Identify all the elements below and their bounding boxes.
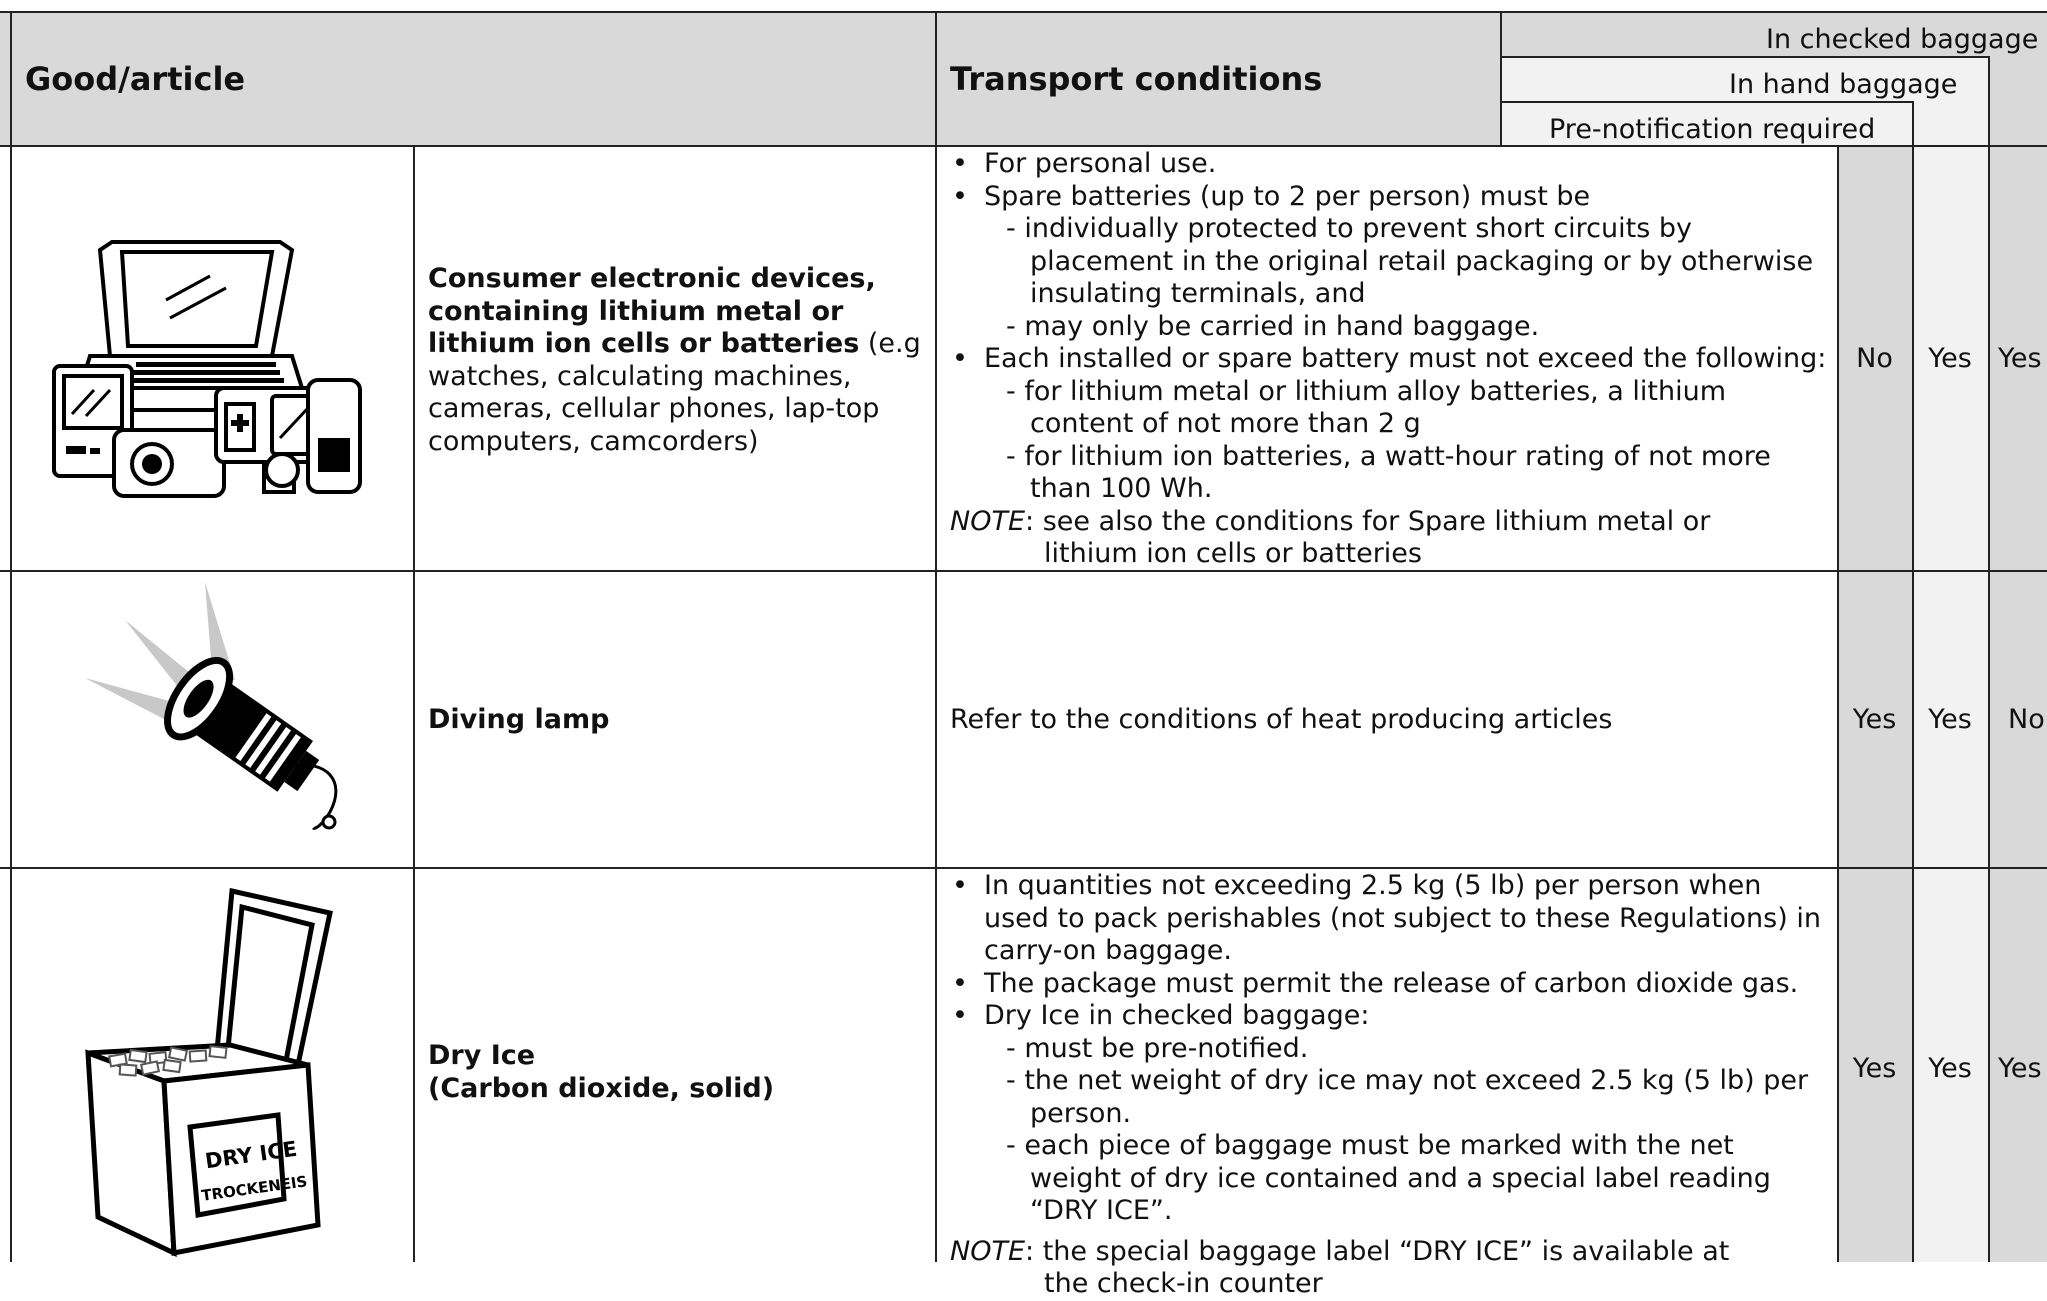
condition-bullet: • Each installed or spare battery must not exceed the following: - for lithium metal or lithium alloy batteries, a lithium content of not more than 2 g - for lithium ion batteries, a watt-hour rating of not more than 100 Wh. [950, 343, 1830, 506]
condition-bullet: • Dry Ice in checked baggage: - must be pre-notified. - the net weight of dry ice may not exceed 2.5 kg (5 lb) per person. - each piece of baggage must be marked with the net weight of dry ice contained and a special label reading “DRY ICE”. [950, 1000, 1830, 1228]
conditions-dry-ice [950, 870, 1830, 1301]
condition-sub-item: - for lithium ion batteries, a watt-hour rating of not more than 100 Wh. [1006, 440, 1771, 504]
header-good-article: Good/article [25, 60, 246, 98]
condition-bullet: • For personal use. [950, 148, 1830, 181]
condition-sub-item: - must be pre-notified. [1006, 1032, 1309, 1064]
header-pre-notification: Pre-notification required [1549, 114, 1876, 145]
conditions-diving-lamp: Refer to the conditions of heat producing articles [950, 704, 1613, 735]
condition-note-continued: lithium ion cells or batteries [1044, 538, 1422, 569]
header-in-checked-baggage: In checked baggage [1766, 24, 2039, 55]
item-name-diving-lamp: Diving lamp [428, 704, 610, 735]
item-name-bold: Consumer electronic devices, containing lithium metal or lithium ion cells or batteries [428, 263, 876, 359]
checked-baggage-value: No [2008, 704, 2045, 735]
conditions-consumer-electronics [950, 148, 1830, 571]
dry-ice-box-label: DRY ICE [203, 1136, 299, 1174]
condition-bullet: • In quantities not exceeding 2.5 kg (5 lb) per person when used to pack perishables (not subject to these Regulations) in carry-on baggage. [950, 870, 1830, 968]
trockeneis-box-label: TROCKENEIS [200, 1172, 309, 1205]
condition-sub-item: - individually protected to prevent short circuits by placement in the original retail packaging or by otherwise insulating terminals, and [1006, 213, 1814, 309]
pre-notification-value: Yes [1852, 1053, 1897, 1084]
condition-note-continued: the check-in counter [1044, 1268, 1323, 1299]
checked-baggage-value: Yes [1998, 343, 2042, 374]
electronic-devices-icon [50, 238, 370, 500]
item-name-line: (Carbon dioxide, solid) [428, 1072, 775, 1104]
checked-baggage-value: Yes [1998, 1053, 2042, 1084]
item-name-line: Dry Ice [428, 1040, 536, 1071]
header-transport-conditions: Transport conditions [950, 60, 1323, 98]
hand-baggage-value: Yes [1928, 343, 1972, 374]
pre-notification-value: Yes [1852, 704, 1897, 735]
condition-sub-item: - each piece of baggage must be marked with the net weight of dry ice contained and a special label reading “DRY ICE”. [1006, 1130, 1771, 1226]
item-name-consumer-electronics [428, 263, 928, 458]
pre-notification-value: No [1856, 343, 1893, 374]
condition-sub-item: - may only be carried in hand baggage. [1006, 310, 1540, 342]
header-in-hand-baggage: In hand baggage [1729, 69, 1958, 100]
hand-baggage-value: Yes [1928, 1053, 1972, 1084]
condition-bullet: • The package must permit the release of carbon dioxide gas. [950, 968, 1830, 1001]
condition-sub-item: - the net weight of dry ice may not exceed 2.5 kg (5 lb) per person. [1006, 1065, 1809, 1129]
hand-baggage-value: Yes [1928, 704, 1972, 735]
item-name-dry-ice [428, 1040, 774, 1105]
checked-col-header-bg [1912, 102, 1988, 146]
condition-sub-item: - for lithium metal or lithium alloy batteries, a lithium content of not more than 2 g [1006, 375, 1727, 439]
condition-note: NOTE: the special baggage label “DRY ICE” is available at [950, 1235, 1730, 1267]
item-name-detail: (e.g watches, calculating machines, cameras, cellular phones, lap-top computers, camcorders) [428, 328, 921, 457]
condition-bullet: • Spare batteries (up to 2 per person) must be - individually protected to prevent short circuits by placement in the original retail packaging or by otherwise insulating terminals, and - may only be carried in hand baggage. [950, 181, 1830, 344]
condition-note: NOTE: see also the conditions for Spare lithium metal or [950, 505, 1711, 537]
diving-lamp-icon [85, 580, 360, 840]
dry-ice-box-icon [80, 885, 370, 1257]
